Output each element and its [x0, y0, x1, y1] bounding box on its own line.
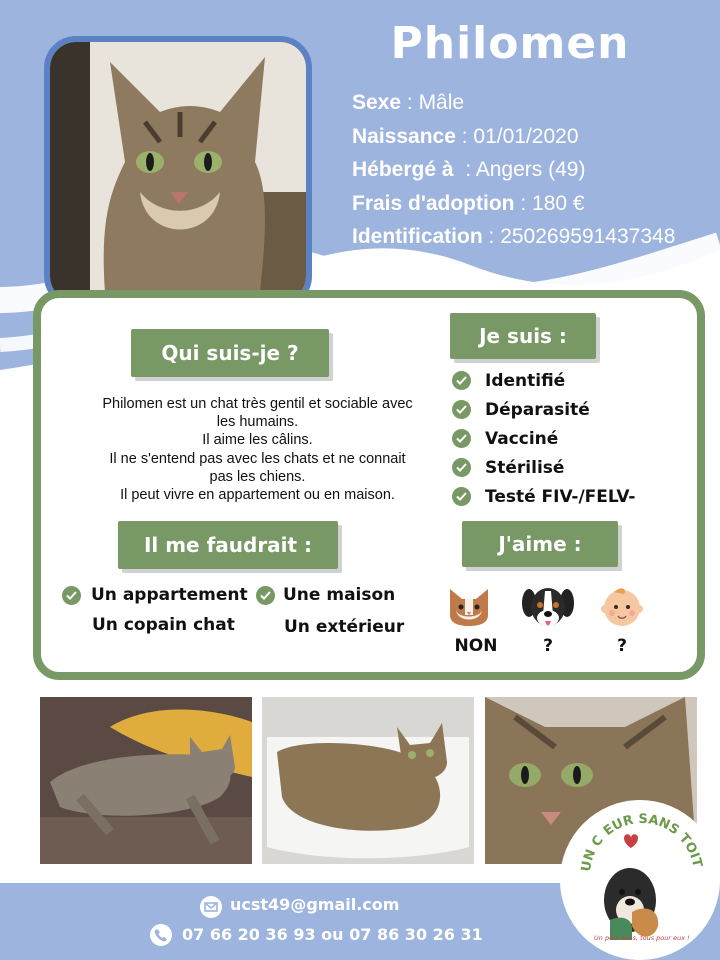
- email-icon: [200, 896, 222, 918]
- description-line: pas les chiens.: [209, 468, 306, 485]
- check-icon: [452, 429, 471, 448]
- svg-text:UN C: UN C: [578, 833, 607, 873]
- jaime-heading: J'aime :: [462, 521, 618, 567]
- il-me-faudrait-heading: Il me faudrait :: [118, 521, 338, 569]
- email-address[interactable]: ucst49@gmail.com: [230, 895, 400, 914]
- phone-numbers[interactable]: 07 66 20 36 93 ou 07 86 30 26 31: [182, 925, 483, 944]
- baby-face-icon: [600, 586, 644, 628]
- cat-photo-sofa: [40, 697, 252, 864]
- je-suis-list: [452, 366, 635, 511]
- je-suis-item: Déparasité: [452, 395, 635, 424]
- need-copain-chat: Un copain chat: [92, 615, 235, 635]
- cat-photo-sink: [262, 697, 474, 864]
- phone-icon: [150, 924, 172, 946]
- je-suis-heading: Je suis :: [450, 313, 596, 359]
- check-icon: [452, 458, 471, 477]
- jaime-baby-answer: ?: [617, 636, 627, 656]
- pet-name-title: Philomen: [390, 18, 630, 69]
- check-icon: [256, 586, 275, 605]
- description-line: Il aime les câlins.: [202, 432, 313, 449]
- info-row-frais: Frais d'adoption : 180 €: [352, 191, 585, 215]
- check-icon: [452, 371, 471, 390]
- info-row-heberge: Hébergé à : Angers (49): [352, 158, 586, 181]
- info-row-naissance: Naissance : 01/01/2020: [352, 124, 579, 148]
- qui-suis-je-heading: Qui suis-je ?: [131, 329, 329, 377]
- logo-image: [560, 800, 720, 960]
- description-line: Il ne s'entend pas avec les chats et ne connait: [109, 450, 406, 467]
- dog-face-icon: [521, 585, 575, 629]
- je-suis-item: Testé FIV-/FELV-: [452, 482, 635, 511]
- need-exterieur: Un extérieur: [284, 617, 405, 637]
- need-appartement: Un appartement: [62, 585, 248, 605]
- check-icon: [62, 586, 81, 605]
- jaime-dog-answer: ?: [543, 636, 553, 656]
- description-line: Philomen est un chat très gentil et sociable avec: [102, 396, 413, 412]
- jaime-cat-answer: NON: [454, 636, 498, 656]
- svg-text:Un pour tous, tous pour eux !: Un pour tous, tous pour eux !: [594, 934, 690, 942]
- cat-face-icon: [446, 585, 492, 627]
- pet-info-block: [352, 86, 675, 254]
- description-line: les humains.: [216, 414, 299, 431]
- cat-portrait-image: [50, 42, 306, 302]
- check-icon: [452, 487, 471, 506]
- association-logo: [560, 800, 720, 960]
- description-line: Il peut vivre en appartement ou en maison.: [120, 487, 395, 504]
- main-cat-photo: [44, 36, 312, 308]
- check-icon: [452, 400, 471, 419]
- info-row-identification: Identification : 250269591437348: [352, 225, 676, 248]
- je-suis-item: Stérilisé: [452, 453, 635, 482]
- info-row-sexe: Sexe : Mâle: [352, 91, 465, 114]
- description-text: [80, 395, 435, 504]
- svg-text:EUR SANS TOIT: EUR SANS TOIT: [600, 811, 705, 869]
- je-suis-item: Identifié: [452, 366, 635, 395]
- need-maison: Une maison: [256, 585, 395, 605]
- je-suis-item: Vacciné: [452, 424, 635, 453]
